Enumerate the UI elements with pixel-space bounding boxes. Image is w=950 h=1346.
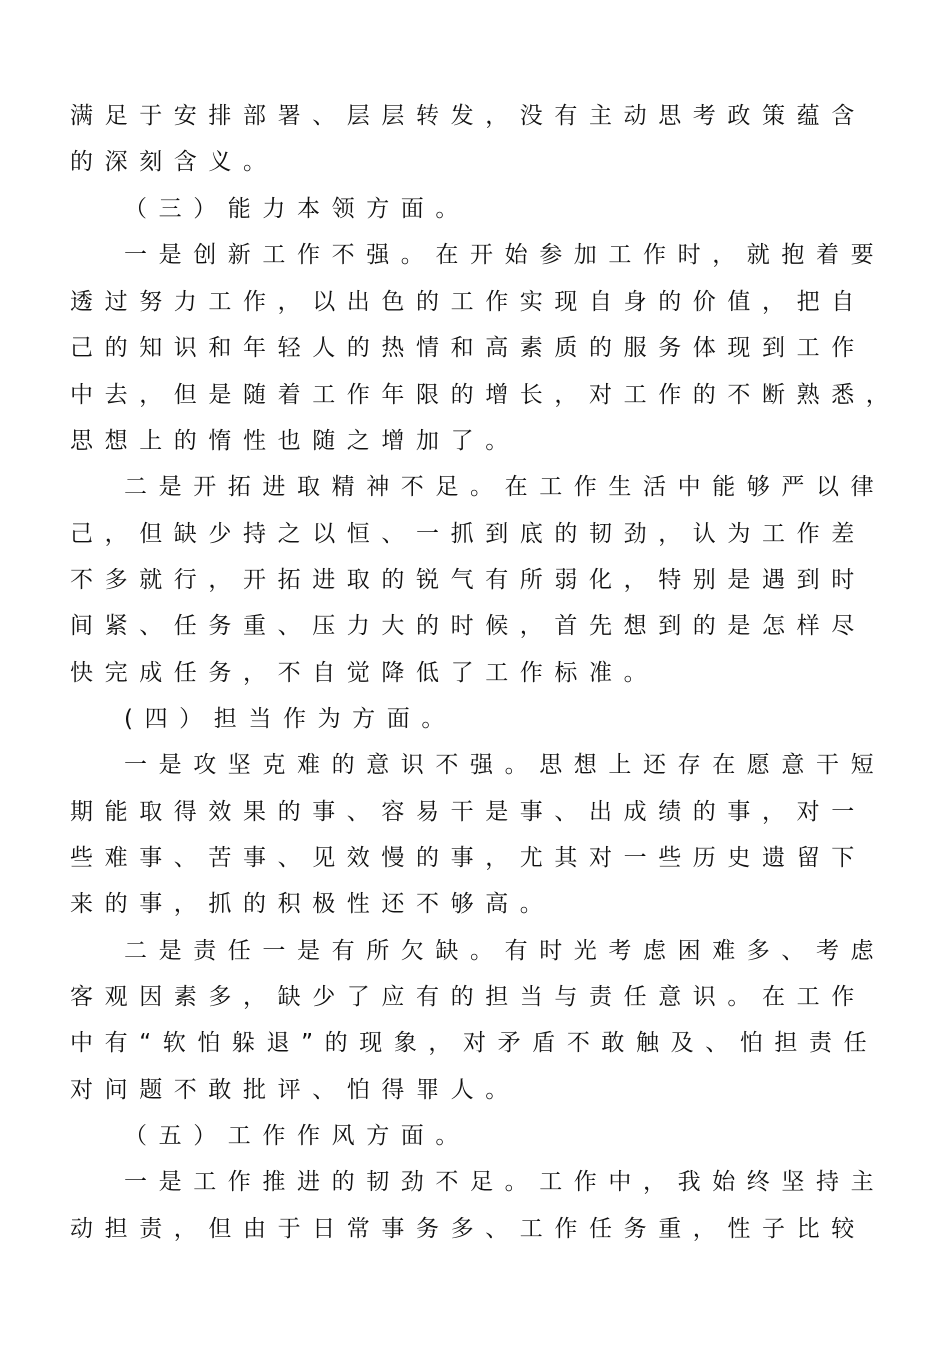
text-line-20: 客观因素多，缺少了应有的担当与责任意识。在工作 bbox=[70, 984, 866, 1010]
section-heading-5: （五）工作作风方面。 bbox=[124, 1123, 470, 1149]
section-heading-3: （三）能力本领方面。 bbox=[124, 196, 470, 222]
text-line-7: 中去，但是随着工作年限的增长，对工作的不断熟悉， bbox=[70, 382, 901, 408]
text-line-17: 些难事、苦事、见效慢的事，尤其对一些历史遗留下 bbox=[70, 845, 866, 871]
text-line-10: 己，但缺少持之以恒、一抓到底的韧劲，认为工作差 bbox=[70, 521, 866, 547]
text-line-2: 的深刻含义。 bbox=[70, 149, 278, 175]
text-line-15: 一是攻坚克难的意识不强。思想上还存在愿意干短 bbox=[124, 752, 886, 778]
section-heading-4: (四）担当作为方面。 bbox=[124, 706, 456, 732]
text-line-22: 对问题不敢批评、怕得罪人。 bbox=[70, 1077, 520, 1103]
text-line-12: 间紧、任务重、压力大的时候，首先想到的是怎样尽 bbox=[70, 613, 866, 639]
text-line-1: 满足于安排部署、层层转发，没有主动思考政策蕴含 bbox=[70, 103, 866, 129]
text-line-25: 动担责，但由于日常事务多、工作任务重，性子比较 bbox=[70, 1216, 866, 1242]
text-line-6: 己的知识和年轻人的热情和高素质的服务体现到工作 bbox=[70, 335, 866, 361]
text-line-4: 一是创新工作不强。在开始参加工作时，就抱着要 bbox=[124, 242, 886, 268]
text-line-19: 二是责任一是有所欠缺。有时光考虑困难多、考虑 bbox=[124, 938, 886, 964]
text-line-21: 中有“软怕躲退”的现象，对矛盾不敢触及、怕担责任 bbox=[70, 1030, 879, 1056]
text-line-9: 二是开拓进取精神不足。在工作生活中能够严以律 bbox=[124, 474, 886, 500]
text-line-18: 来的事，抓的积极性还不够高。 bbox=[70, 891, 555, 917]
text-line-13: 快完成任务，不自觉降低了工作标准。 bbox=[70, 660, 659, 686]
text-line-8: 思想上的惰性也随之增加了。 bbox=[70, 428, 520, 454]
text-line-11: 不多就行，开拓进取的锐气有所弱化，特别是遇到时 bbox=[70, 567, 866, 593]
text-line-5: 透过努力工作，以出色的工作实现自身的价值，把自 bbox=[70, 289, 866, 315]
text-line-24: 一是工作推进的韧劲不足。工作中，我始终坚持主 bbox=[124, 1169, 886, 1195]
text-line-16: 期能取得效果的事、容易干是事、出成绩的事，对一 bbox=[70, 799, 866, 825]
